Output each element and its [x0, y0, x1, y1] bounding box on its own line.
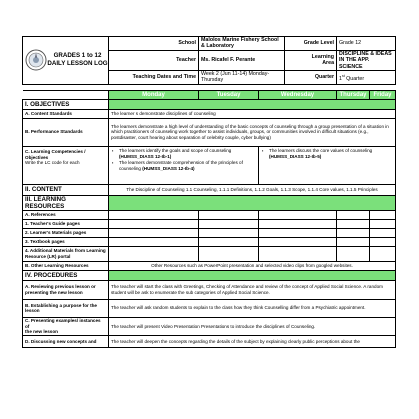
cell-empty — [337, 219, 370, 228]
cell-empty — [109, 237, 199, 246]
cell-empty — [109, 210, 199, 219]
day-thursday: Thursday — [337, 90, 370, 99]
other-resources-label: B. Other Learning Resources — [23, 261, 109, 270]
examples-label — [23, 317, 109, 335]
day-monday: Monday — [109, 90, 199, 99]
purpose-label-line-2: lesson — [25, 308, 40, 314]
cell-empty — [337, 228, 370, 237]
competency-item — [261, 148, 393, 160]
review-label-line-1: A. Reviewing previous lesson or — [25, 284, 96, 290]
teacher-label: Teacher — [109, 50, 199, 70]
content-heading: II. CONTENT — [23, 184, 109, 195]
additional-materials-line-1: 4. Additional Materials from Learning — [25, 248, 106, 254]
grade-level-label: Grade Level — [285, 37, 337, 51]
cell-empty — [259, 210, 337, 219]
learning-area-label-line-1: Learning — [311, 54, 335, 61]
deped-seal-icon — [25, 49, 47, 71]
competencies-left-cell — [109, 146, 259, 184]
cell-empty — [259, 228, 337, 237]
cell-empty — [370, 237, 396, 246]
discussing-label: D. Discussing new concepts and — [23, 336, 109, 348]
cell-empty — [337, 237, 370, 246]
content-value: The Discipline of Counseling 1.1 Counseling, 1.1.1 Definitions, 1.1.2 Goals, 1.1.3 Scope, 1.1.4 Core values, 1.1.5 Principles — [109, 184, 396, 195]
competency-code: (HUMSS_DIASS 12-Ib-5) — [269, 154, 322, 160]
procedures-heading: IV. PROCEDURES — [23, 270, 109, 280]
cell-empty — [259, 237, 337, 246]
competency-code: (HUMSS_DIASS 12-Ib-4) — [142, 166, 195, 172]
cell-empty — [259, 246, 337, 261]
learners-materials-label: 2. Learner's Materials pages — [23, 228, 109, 237]
cell-empty — [199, 246, 259, 261]
school-value: Malolos Marine Fishery School & Laboratory — [199, 37, 285, 51]
cell-empty — [370, 246, 396, 261]
days-corner — [23, 90, 109, 99]
cell-empty — [199, 228, 259, 237]
quarter-label: Quarter — [285, 71, 337, 85]
competency-item — [111, 148, 256, 160]
purpose-label — [23, 299, 109, 317]
cell-empty — [370, 228, 396, 237]
purpose-value: The teacher will ask random students to explain to the class how they think Counselling differ from a Psychiatric appointment. — [109, 299, 396, 317]
textbook-label: 3. Textbook pages — [23, 237, 109, 246]
objectives-heading: I. OBJECTIVES — [23, 99, 109, 109]
examples-label-line-2: the new lesson — [25, 329, 58, 335]
procedures-green-bar — [109, 270, 396, 280]
resources-green-bar — [109, 195, 396, 210]
learning-area-label — [285, 50, 337, 70]
content-standards-value: The learner s demonstrate disciplines of counseling — [109, 109, 396, 118]
learning-area-label-line-2: Area — [322, 60, 335, 67]
day-friday: Friday — [370, 90, 396, 99]
title-line-1: GRADES 1 to 12 — [53, 52, 102, 60]
objectives-green-bar — [109, 99, 396, 109]
logo-cell — [23, 37, 109, 85]
quarter-word: Quarter — [344, 75, 365, 82]
quarter-suffix: st — [341, 73, 345, 78]
content-standards-label: A. Content Standards — [23, 109, 109, 118]
day-wednesday: Wednesday — [259, 90, 337, 99]
cell-empty — [370, 210, 396, 219]
quarter-value-cell — [337, 71, 396, 85]
performance-standards-label: B. Performance Standards — [23, 118, 109, 146]
cell-empty — [199, 219, 259, 228]
cell-empty — [109, 246, 199, 261]
cell-empty — [370, 219, 396, 228]
performance-standards-value: The learners demonstrate a high level of understanding of the basic concepts of counseling through a group presentation of a situation in which practitioners of counseling work together to assist individuals, groups, or communities involved in difficult situations (e.g., postdisaster, court hearing about separation of celebrity couple, cyber bullying) — [109, 118, 396, 146]
review-label-line-2: presenting the new lesson — [25, 289, 83, 295]
cell-empty — [109, 219, 199, 228]
cell-empty — [337, 210, 370, 219]
dates-label: Teaching Dates and Time — [109, 71, 199, 85]
cell-empty — [109, 228, 199, 237]
discussing-value: The teacher will deepen the concepts regarding the details of the subject by explaining clearly public perceptions about the — [109, 336, 396, 348]
competency-item — [111, 160, 256, 172]
resources-heading: III. LEARNING RESOURCES — [23, 195, 109, 210]
dates-value: Week 2 (Jun 11-14) Monday-Thursday — [199, 71, 285, 85]
grade-level-value: Grade 12 — [337, 37, 396, 51]
additional-materials-label — [23, 246, 109, 261]
competencies-label-line-1: C. Learning Competencies / Objectives — [25, 148, 86, 160]
review-label — [23, 280, 109, 299]
additional-materials-line-2: Resource (LR) portal — [25, 253, 71, 259]
competency-text: The learners identify the goals and scope of counseling — [119, 148, 232, 154]
references-label: A. References — [23, 210, 109, 219]
competency-text: The learners demonstrate comprehension of the principles of counseling — [119, 160, 243, 172]
cell-empty — [259, 219, 337, 228]
learning-area-value: DISCIPLINE & IDEAS IN THE APP. SCIENCE — [337, 50, 396, 70]
teacher-value: Ms. Ricafel F. Perante — [199, 50, 285, 70]
school-label: School — [109, 37, 199, 51]
competency-code: (HUMSS_DIASS 12-Ib-1) — [119, 154, 172, 160]
cell-empty — [199, 210, 259, 219]
cell-empty — [199, 237, 259, 246]
day-tuesday: Tuesday — [199, 90, 259, 99]
daily-lesson-log-table — [22, 36, 396, 348]
cell-empty — [337, 246, 370, 261]
quarter-number: 1 — [339, 75, 342, 82]
review-value: The teacher will start the class with Greetings, Checking of Attendance and review of the concept of Applied Social Science. A random student will be ask to enumerate the sub categories of Applied Social Science. — [109, 280, 396, 299]
examples-value: The teacher will present Video Presentation Presentations to introduce the disciplines of Counseling. — [109, 317, 396, 335]
competencies-label-line-2: Write the LC code for each — [25, 160, 80, 166]
competencies-right-cell — [259, 146, 396, 184]
competencies-label — [23, 146, 109, 184]
competency-text: The learners discuss the core values of counseling — [269, 148, 373, 154]
teachers-guide-label: 1. Teacher's Guide pages — [23, 219, 109, 228]
title-line-2: DAILY LESSON LOG — [47, 60, 108, 68]
other-resources-value: Other Resources such as PowerPoint presentation and selected video clips from googled websites. — [109, 261, 396, 270]
examples-label-line-1: C. Presenting examples/ instances of — [25, 317, 101, 329]
purpose-label-line-1: B. Establishing a purpose for the — [25, 302, 97, 308]
